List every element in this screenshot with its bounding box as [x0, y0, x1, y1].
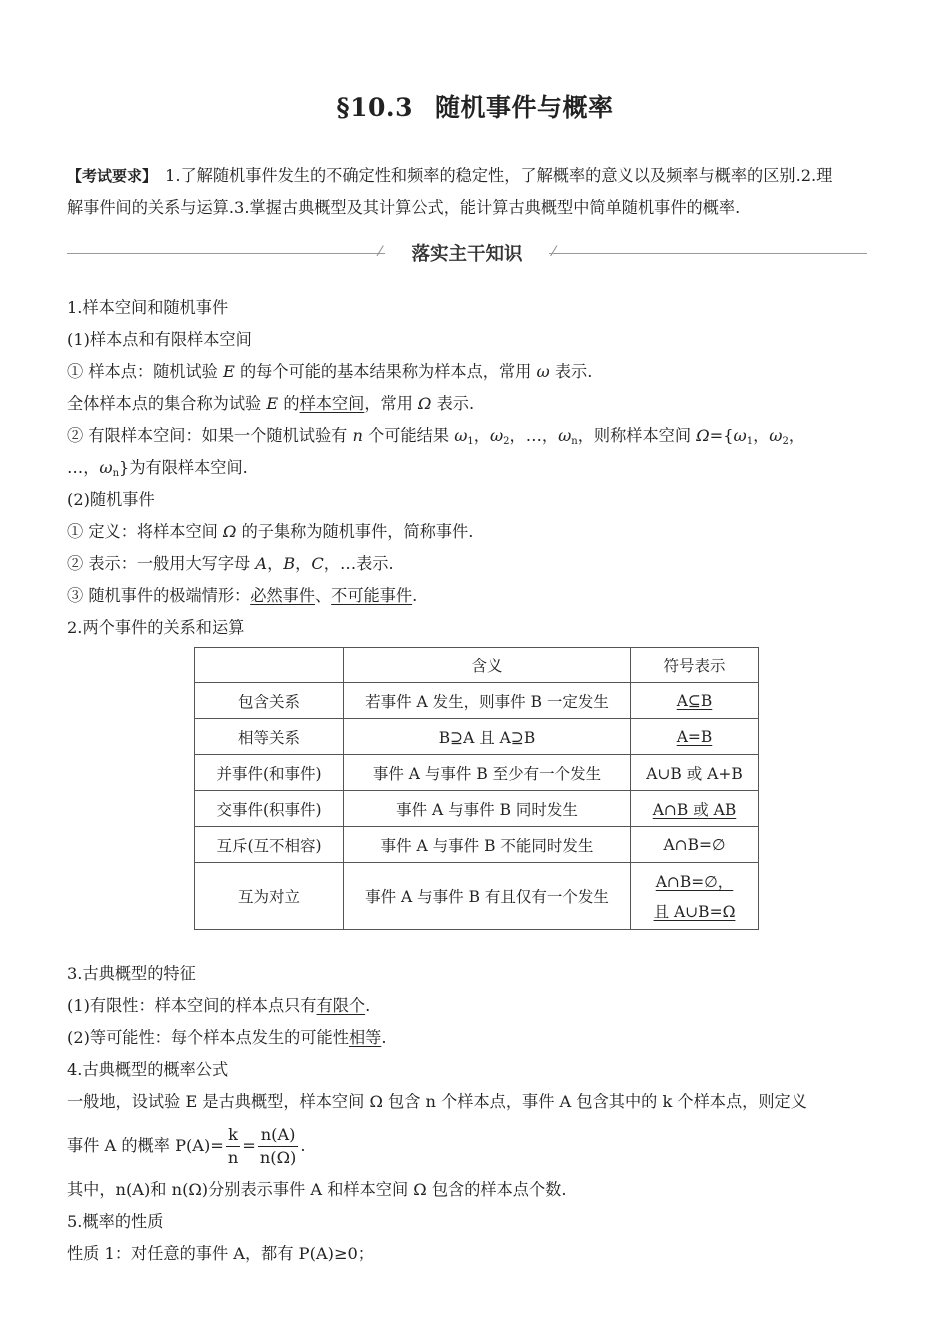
section-1: 1.样本空间和随机事件 (1)样本点和有限样本空间 ① 样本点：随机试验 E 的每个可能的基本结果称为样本点，常用 ω 表示. 全体样本点的集合称为试验 E 的样本空间，常用 Ω 表示. ② 有限样本空间：如果一个随机试验有 n 个可能结果 $\omega_1$，$\omega_2$，…，$\omega_n$，则称样本空间 $\Omega=\{\omega_1$，$\omega_2$， …，$\omega_n$}为有限样本空间. (2)随机事件 ① 定义：将样本空间 Ω 的子集称为随机事件，简称事件. ② 表示：一般用大写字母 A，B，C，…表示. ③ 随机事件的极端情形：必然事件、不可能事件. 2.两个事件的关系和运算 [67, 298, 806, 637]
probability-formula: 事件 A 的概率 P(A)= $\frac{k}{n}$ = $\frac{n(A)}{n(\Omega)}$ . [67, 1125, 306, 1167]
table-header-row: 含义 符号表示 [195, 648, 759, 683]
table-row: 并事件(和事件) 事件 A 与事件 B 至少有一个发生 A∪B 或 A+B [195, 755, 759, 791]
divider-label: 落实主干知识 [411, 244, 523, 265]
exam-requirements: 【考试要求】 1.了解随机事件发生的不确定性和频率的稳定性，了解概率的意义以及频率与概率的区别.2.理 解事件间的关系与运算.3.掌握古典概型及其计算公式，能计算古典概型中简单随机事件的概率. [67, 166, 833, 217]
sections-3-to-5: 3.古典概型的特征 (1)有限性：样本空间的样本点只有有限个. (2)等可能性：每个样本点发生的可能性相等. 4.古典概型的概率公式 一般地，设试验 E 是古典概型，样本空间 Ω 包含 n 个样本点，事件 A 包含其中的 k 个样本点，则定义 事件 A 的概率 P(A)= $\frac{k}{n}$ = $\frac{n(A)}{n(\Omega)}$ . 其中，n(A)和 n(Ω)分别表示事件 A 和样本空间 Ω 包含的样本点个数. 5.概率的性质 性质 1：对任意的事件 A，都有 P(A)≥0； [67, 958, 879, 1270]
event-relations-table [194, 647, 759, 930]
section-divider: ⁄ 落实主干知识 ⁄ [67, 238, 867, 270]
table-row: 互斥(互不相容) 事件 A 与事件 B 不能同时发生 A∩B=∅ [195, 827, 759, 863]
table-row: 相等关系 B⊇A 且 A⊇B A=B [195, 719, 759, 755]
page-title: §10.3 随机事件与概率 [336, 93, 614, 122]
table-row: 包含关系 若事件 A 发生，则事件 B 一定发生 A⊆B [195, 683, 759, 719]
table-row: 交事件(积事件) 事件 A 与事件 B 同时发生 A∩B 或 AB [195, 791, 759, 827]
requirements-label: 【考试要求】 [67, 167, 158, 185]
table-row: 互为对立 事件 A 与事件 B 有且仅有一个发生 A∩B=∅， 且 A∪B=Ω [195, 863, 759, 930]
